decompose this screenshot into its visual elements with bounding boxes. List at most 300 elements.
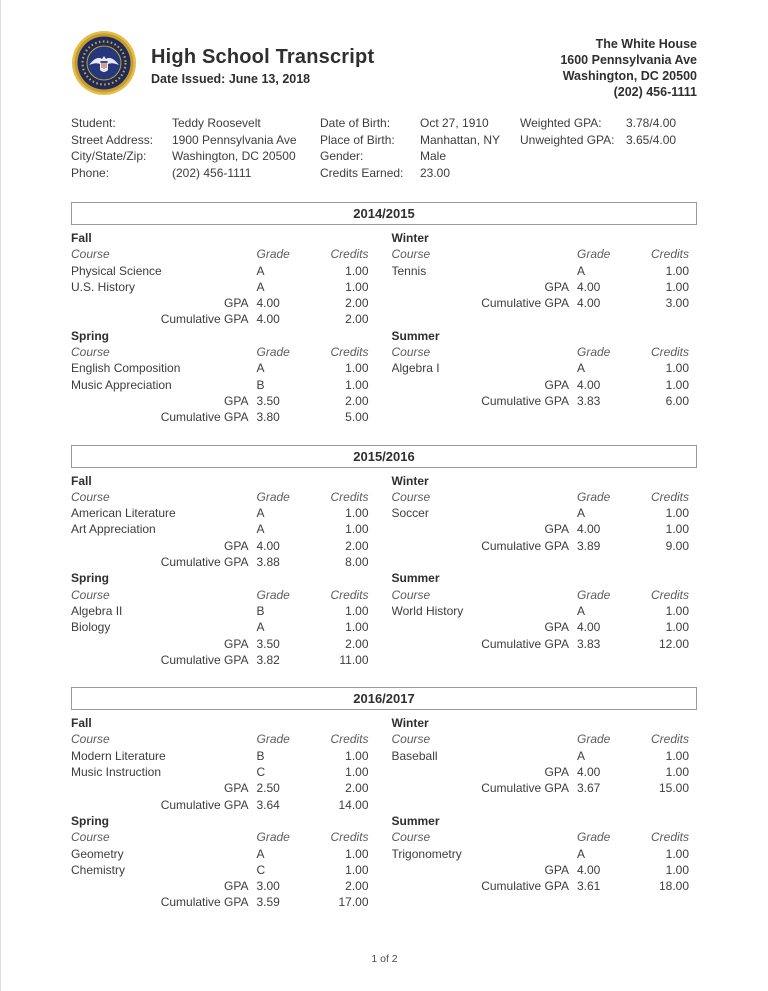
gpa-value: 2.50 bbox=[256, 781, 280, 796]
gpa-label: GPA bbox=[224, 636, 249, 651]
course-credits: 1.00 bbox=[345, 620, 369, 635]
grade-column-header: Grade bbox=[577, 489, 611, 504]
term-name: Summer bbox=[391, 328, 440, 343]
cumulative-gpa-credits: 2.00 bbox=[345, 312, 369, 327]
info-row bbox=[320, 115, 520, 132]
cumulative-gpa-credits: 3.00 bbox=[665, 296, 689, 311]
cumulative-gpa-label: Cumulative GPA bbox=[481, 538, 569, 553]
course-credits: 1.00 bbox=[345, 361, 369, 376]
cumulative-gpa-credits: 6.00 bbox=[665, 393, 689, 408]
course-grade: A bbox=[256, 361, 265, 376]
course-name: American Literature bbox=[71, 506, 176, 521]
cumulative-gpa-row bbox=[71, 409, 377, 425]
info-value: Male bbox=[420, 149, 447, 163]
date-issued bbox=[151, 72, 374, 86]
credits-column-header: Credits bbox=[650, 345, 689, 360]
course-column-header: Course bbox=[391, 587, 431, 602]
gpa-label: GPA bbox=[224, 781, 249, 796]
gpa-credits: 2.00 bbox=[345, 538, 369, 553]
page-title: High School Transcript bbox=[151, 45, 375, 68]
course-row bbox=[71, 764, 377, 780]
course-credits: 1.00 bbox=[345, 748, 369, 763]
cumulative-gpa-credits: 5.00 bbox=[345, 410, 369, 425]
course-row bbox=[392, 748, 698, 764]
term-name: Fall bbox=[71, 473, 92, 488]
term-block bbox=[392, 328, 698, 409]
gpa-label: GPA bbox=[224, 393, 249, 408]
gpa-row bbox=[392, 862, 698, 878]
info-value: 1900 Pennsylvania Ave bbox=[172, 132, 297, 147]
info-value: Manhattan, NY bbox=[420, 132, 501, 147]
course-name: U.S. History bbox=[71, 279, 136, 294]
cumulative-gpa-credits: 11.00 bbox=[339, 652, 369, 667]
cumulative-gpa-value: 3.82 bbox=[256, 652, 280, 667]
year-header bbox=[71, 202, 697, 225]
presidential-seal-icon bbox=[71, 30, 137, 101]
term-name: Spring bbox=[71, 813, 109, 828]
course-name: Physical Science bbox=[71, 263, 162, 278]
cumulative-gpa-credits: 9.00 bbox=[665, 538, 689, 553]
term-block bbox=[392, 230, 698, 311]
cumulative-gpa-label: Cumulative GPA bbox=[481, 296, 569, 311]
term-column-headers bbox=[392, 587, 698, 603]
term-block bbox=[392, 473, 698, 554]
info-label: Student: bbox=[71, 116, 116, 130]
gpa-row bbox=[392, 764, 698, 780]
gpa-label: GPA bbox=[544, 862, 569, 877]
credits-column-header: Credits bbox=[330, 830, 369, 845]
course-row bbox=[71, 279, 377, 295]
cumulative-gpa-row bbox=[392, 295, 698, 311]
info-value: 23.00 bbox=[420, 165, 451, 180]
credits-column-header: Credits bbox=[650, 489, 689, 504]
course-grade: A bbox=[577, 603, 586, 618]
cumulative-gpa-label: Cumulative GPA bbox=[481, 879, 569, 894]
year-section bbox=[71, 445, 697, 669]
course-name: Baseball bbox=[391, 748, 438, 763]
term-name: Winter bbox=[391, 473, 429, 488]
course-grade: A bbox=[256, 846, 265, 861]
term-name: Summer bbox=[391, 813, 440, 828]
term-block bbox=[392, 715, 698, 796]
gpa-row bbox=[71, 878, 377, 894]
course-credits: 1.00 bbox=[665, 263, 689, 278]
term-column-headers bbox=[71, 587, 377, 603]
gpa-value: 4.00 bbox=[256, 296, 280, 311]
gpa-row bbox=[392, 521, 698, 537]
course-credits: 1.00 bbox=[345, 765, 369, 780]
term-name: Spring bbox=[71, 328, 109, 343]
term-block bbox=[71, 473, 377, 571]
cumulative-gpa-credits: 14.00 bbox=[338, 797, 369, 812]
course-row bbox=[392, 846, 698, 862]
course-name: Tennis bbox=[391, 263, 427, 278]
course-name: Art Appreciation bbox=[71, 522, 156, 537]
cumulative-gpa-value: 3.67 bbox=[577, 781, 601, 796]
course-column-header: Course bbox=[391, 732, 431, 747]
year-header bbox=[71, 445, 697, 468]
course-credits: 1.00 bbox=[345, 506, 369, 521]
terms-grid bbox=[71, 715, 697, 911]
info-value: 3.65/4.00 bbox=[626, 132, 677, 147]
cumulative-gpa-label: Cumulative GPA bbox=[160, 797, 249, 812]
credits-column-header: Credits bbox=[330, 247, 369, 262]
course-row bbox=[71, 603, 377, 619]
gpa-row bbox=[71, 393, 377, 409]
course-name: Biology bbox=[71, 620, 111, 635]
course-row bbox=[71, 505, 377, 521]
cumulative-gpa-value: 3.80 bbox=[256, 410, 280, 425]
cumulative-gpa-label: Cumulative GPA bbox=[481, 636, 569, 651]
grade-column-header: Grade bbox=[577, 247, 611, 262]
course-grade: A bbox=[256, 263, 265, 278]
year-section bbox=[71, 202, 697, 426]
page-number: 1 of 2 bbox=[371, 953, 398, 965]
course-row bbox=[392, 360, 698, 376]
term-column-headers bbox=[392, 829, 698, 845]
course-grade: A bbox=[577, 846, 586, 861]
info-row bbox=[520, 132, 676, 149]
gpa-credits: 1.00 bbox=[665, 862, 689, 877]
date-issued-value: June 13, 2018 bbox=[228, 71, 311, 86]
course-column-header: Course bbox=[71, 587, 110, 602]
cumulative-gpa-credits: 8.00 bbox=[345, 555, 369, 570]
course-credits: 1.00 bbox=[665, 506, 689, 521]
course-credits: 1.00 bbox=[345, 279, 369, 294]
course-column-header: Course bbox=[71, 732, 110, 747]
term-column-headers bbox=[71, 731, 377, 747]
term-block bbox=[71, 328, 377, 426]
course-name: Modern Literature bbox=[71, 748, 166, 763]
term-column-headers bbox=[71, 246, 377, 262]
course-column-header: Course bbox=[71, 830, 110, 845]
credits-column-header: Credits bbox=[330, 345, 369, 360]
gpa-credits: 2.00 bbox=[345, 393, 369, 408]
course-name: World History bbox=[391, 603, 464, 618]
course-column-header: Course bbox=[71, 345, 110, 360]
cumulative-gpa-value: 4.00 bbox=[256, 312, 280, 327]
cumulative-gpa-value: 3.88 bbox=[256, 555, 280, 570]
term-name: Fall bbox=[71, 716, 92, 731]
info-row bbox=[71, 148, 320, 165]
info-row bbox=[71, 165, 320, 182]
grade-column-header: Grade bbox=[256, 247, 290, 262]
terms-grid bbox=[71, 473, 697, 669]
school-address-line1: 1600 Pennsylvania Ave bbox=[560, 53, 697, 67]
course-name: Music Instruction bbox=[71, 765, 162, 780]
gpa-credits: 2.00 bbox=[345, 636, 369, 651]
course-credits: 1.00 bbox=[665, 603, 689, 618]
info-value: Teddy Roosevelt bbox=[172, 116, 261, 130]
info-row bbox=[520, 115, 676, 132]
gpa-credits: 1.00 bbox=[665, 620, 689, 635]
grade-column-header: Grade bbox=[256, 587, 290, 602]
header-left bbox=[71, 30, 374, 101]
grade-column-header: Grade bbox=[577, 830, 611, 845]
course-column-header: Course bbox=[391, 345, 431, 360]
info-row bbox=[71, 132, 320, 149]
course-grade: A bbox=[256, 620, 265, 635]
cumulative-gpa-credits: 17.00 bbox=[338, 895, 369, 910]
gpa-row bbox=[392, 279, 698, 295]
info-row bbox=[320, 165, 520, 182]
gpa-label: GPA bbox=[224, 879, 249, 894]
credits-column-header: Credits bbox=[650, 587, 689, 602]
credits-column-header: Credits bbox=[650, 247, 689, 262]
course-row bbox=[71, 862, 377, 878]
school-address-block bbox=[560, 36, 697, 100]
year-label: 2015/2016 bbox=[353, 448, 415, 464]
gpa-credits: 1.00 bbox=[665, 279, 689, 294]
transcript-years bbox=[71, 202, 697, 911]
student-demographics-column bbox=[320, 115, 520, 181]
cumulative-gpa-row bbox=[392, 878, 698, 894]
gpa-label: GPA bbox=[224, 296, 249, 311]
gpa-credits: 1.00 bbox=[665, 765, 689, 780]
info-value: 3.78/4.00 bbox=[626, 116, 677, 130]
terms-grid bbox=[71, 230, 697, 426]
cumulative-gpa-row bbox=[392, 538, 698, 554]
cumulative-gpa-row bbox=[71, 652, 377, 668]
course-credits: 1.00 bbox=[665, 361, 689, 376]
course-credits: 1.00 bbox=[345, 862, 369, 877]
year-label: 2014/2015 bbox=[353, 206, 415, 221]
gpa-credits: 2.00 bbox=[345, 296, 369, 311]
course-grade: C bbox=[256, 862, 266, 877]
cumulative-gpa-value: 3.59 bbox=[256, 895, 280, 910]
credits-column-header: Credits bbox=[330, 489, 369, 504]
course-grade: A bbox=[577, 263, 586, 278]
gpa-label: GPA bbox=[544, 377, 569, 392]
school-address-line2: Washington, DC 20500 bbox=[562, 69, 697, 83]
school-name: The White House bbox=[595, 37, 697, 51]
gpa-value: 3.50 bbox=[256, 393, 280, 408]
info-row bbox=[71, 115, 320, 132]
gpa-value: 4.00 bbox=[256, 538, 280, 553]
term-block bbox=[71, 813, 377, 911]
course-column-header: Course bbox=[71, 247, 110, 262]
year-label: 2016/2017 bbox=[353, 691, 415, 707]
gpa-row bbox=[71, 636, 377, 652]
cumulative-gpa-value: 4.00 bbox=[577, 296, 601, 311]
cumulative-gpa-label: Cumulative GPA bbox=[481, 781, 569, 796]
course-credits: 1.00 bbox=[345, 263, 369, 278]
gpa-value: 4.00 bbox=[577, 765, 601, 780]
grade-column-header: Grade bbox=[577, 587, 611, 602]
info-label: Gender: bbox=[320, 149, 364, 163]
gpa-row bbox=[392, 619, 698, 635]
term-block bbox=[71, 715, 377, 813]
course-name: Algebra I bbox=[391, 361, 440, 376]
course-row bbox=[71, 360, 377, 376]
credits-column-header: Credits bbox=[650, 732, 689, 747]
cumulative-gpa-row bbox=[392, 780, 698, 796]
student-info-section bbox=[71, 115, 697, 181]
course-credits: 1.00 bbox=[665, 846, 689, 861]
info-label: Weighted GPA: bbox=[520, 116, 602, 130]
course-row bbox=[71, 377, 377, 393]
course-credits: 1.00 bbox=[665, 748, 689, 763]
info-value: Washington, DC 20500 bbox=[172, 149, 296, 163]
term-block bbox=[71, 230, 377, 328]
info-label: Date of Birth: bbox=[320, 116, 391, 130]
grade-column-header: Grade bbox=[577, 732, 611, 747]
cumulative-gpa-value: 3.89 bbox=[577, 538, 601, 553]
term-block bbox=[392, 813, 698, 894]
cumulative-gpa-credits: 18.00 bbox=[658, 879, 689, 894]
course-credits: 1.00 bbox=[345, 522, 369, 537]
gpa-label: GPA bbox=[544, 620, 569, 635]
grade-column-header: Grade bbox=[577, 345, 611, 360]
term-column-headers bbox=[71, 344, 377, 360]
gpa-row bbox=[71, 295, 377, 311]
term-name: Spring bbox=[71, 571, 109, 586]
course-row bbox=[71, 748, 377, 764]
course-name: Trigonometry bbox=[391, 846, 462, 861]
info-value: (202) 456-1111 bbox=[172, 165, 252, 180]
term-column-headers bbox=[392, 731, 698, 747]
gpa-row bbox=[71, 538, 377, 554]
title-block bbox=[151, 46, 374, 86]
credits-column-header: Credits bbox=[330, 587, 369, 602]
grade-column-header: Grade bbox=[256, 489, 290, 504]
gpa-value: 3.50 bbox=[256, 636, 280, 651]
course-column-header: Course bbox=[391, 830, 431, 845]
gpa-label: GPA bbox=[544, 279, 569, 294]
year-header bbox=[71, 687, 697, 710]
course-grade: A bbox=[256, 279, 265, 294]
gpa-credits: 2.00 bbox=[345, 781, 369, 796]
term-column-headers bbox=[71, 489, 377, 505]
cumulative-gpa-value: 3.83 bbox=[577, 393, 601, 408]
course-credits: 1.00 bbox=[345, 846, 369, 861]
course-credits: 1.00 bbox=[345, 377, 369, 392]
grade-column-header: Grade bbox=[256, 345, 290, 360]
info-value: Oct 27, 1910 bbox=[420, 116, 489, 130]
cumulative-gpa-label: Cumulative GPA bbox=[160, 652, 249, 667]
cumulative-gpa-credits: 15.00 bbox=[658, 781, 689, 796]
cumulative-gpa-label: Cumulative GPA bbox=[160, 410, 249, 425]
date-issued-label: Date Issued: bbox=[151, 71, 226, 86]
course-row bbox=[71, 846, 377, 862]
cumulative-gpa-row bbox=[392, 636, 698, 652]
course-column-header: Course bbox=[71, 489, 110, 504]
course-name: Algebra II bbox=[71, 603, 123, 618]
info-row bbox=[320, 148, 520, 165]
course-grade: B bbox=[256, 377, 265, 392]
credits-column-header: Credits bbox=[330, 732, 369, 747]
course-grade: B bbox=[256, 748, 265, 763]
term-name: Fall bbox=[71, 231, 92, 245]
gpa-value: 4.00 bbox=[577, 279, 601, 294]
gpa-value: 3.00 bbox=[256, 879, 280, 894]
course-column-header: Course bbox=[391, 247, 431, 262]
course-row bbox=[392, 263, 698, 279]
info-row bbox=[320, 132, 520, 149]
gpa-label: GPA bbox=[544, 522, 569, 537]
gpa-label: GPA bbox=[544, 765, 569, 780]
info-label: City/State/Zip: bbox=[71, 149, 147, 163]
term-block bbox=[71, 570, 377, 668]
course-grade: A bbox=[577, 748, 586, 763]
gpa-value: 4.00 bbox=[577, 862, 601, 877]
school-phone: (202) 456-1111 bbox=[613, 85, 697, 99]
course-row bbox=[392, 603, 698, 619]
student-id-column bbox=[71, 115, 320, 181]
term-column-headers bbox=[392, 344, 698, 360]
course-name: Soccer bbox=[391, 506, 429, 521]
year-section bbox=[71, 687, 697, 911]
term-name: Summer bbox=[391, 571, 440, 586]
course-grade: A bbox=[577, 361, 586, 376]
gpa-value: 4.00 bbox=[577, 377, 601, 392]
cumulative-gpa-row bbox=[392, 393, 698, 409]
term-name: Winter bbox=[391, 231, 429, 245]
term-column-headers bbox=[392, 489, 698, 505]
course-grade: A bbox=[256, 506, 265, 521]
term-block bbox=[392, 570, 698, 651]
gpa-label: GPA bbox=[224, 538, 249, 553]
term-name: Winter bbox=[391, 716, 429, 731]
document-header bbox=[71, 30, 697, 101]
grade-column-header: Grade bbox=[256, 830, 290, 845]
gpa-credits: 1.00 bbox=[665, 522, 689, 537]
cumulative-gpa-row bbox=[71, 894, 377, 910]
cumulative-gpa-credits: 12.00 bbox=[658, 636, 689, 651]
course-name: Music Appreciation bbox=[71, 377, 172, 392]
course-name: Chemistry bbox=[71, 862, 126, 877]
cumulative-gpa-label: Cumulative GPA bbox=[160, 555, 249, 570]
cumulative-gpa-row bbox=[71, 311, 377, 327]
cumulative-gpa-label: Cumulative GPA bbox=[160, 312, 249, 327]
student-gpa-column bbox=[520, 115, 676, 181]
gpa-row bbox=[71, 780, 377, 796]
info-label: Unweighted GPA: bbox=[520, 132, 615, 147]
cumulative-gpa-value: 3.64 bbox=[256, 797, 280, 812]
info-label: Credits Earned: bbox=[320, 165, 404, 180]
cumulative-gpa-label: Cumulative GPA bbox=[481, 393, 569, 408]
course-credits: 1.00 bbox=[345, 603, 369, 618]
gpa-row bbox=[392, 377, 698, 393]
credits-column-header: Credits bbox=[650, 830, 689, 845]
cumulative-gpa-row bbox=[71, 554, 377, 570]
course-row bbox=[71, 263, 377, 279]
cumulative-gpa-row bbox=[71, 797, 377, 813]
grade-column-header: Grade bbox=[256, 732, 290, 747]
course-name: Geometry bbox=[71, 846, 124, 861]
term-column-headers bbox=[71, 829, 377, 845]
course-grade: A bbox=[256, 522, 265, 537]
gpa-value: 4.00 bbox=[577, 522, 601, 537]
cumulative-gpa-value: 3.61 bbox=[577, 879, 601, 894]
gpa-credits: 1.00 bbox=[665, 377, 689, 392]
course-grade: A bbox=[577, 506, 586, 521]
term-column-headers bbox=[392, 246, 698, 262]
course-grade: B bbox=[256, 603, 265, 618]
course-row bbox=[392, 505, 698, 521]
course-name: English Composition bbox=[71, 361, 181, 376]
info-label: Place of Birth: bbox=[320, 132, 395, 147]
course-column-header: Course bbox=[391, 489, 431, 504]
course-grade: C bbox=[256, 765, 266, 780]
course-row bbox=[71, 521, 377, 537]
course-row bbox=[71, 619, 377, 635]
info-label: Phone: bbox=[71, 165, 110, 180]
cumulative-gpa-value: 3.83 bbox=[577, 636, 601, 651]
info-label: Street Address: bbox=[71, 132, 154, 147]
gpa-value: 4.00 bbox=[577, 620, 601, 635]
cumulative-gpa-label: Cumulative GPA bbox=[160, 895, 249, 910]
